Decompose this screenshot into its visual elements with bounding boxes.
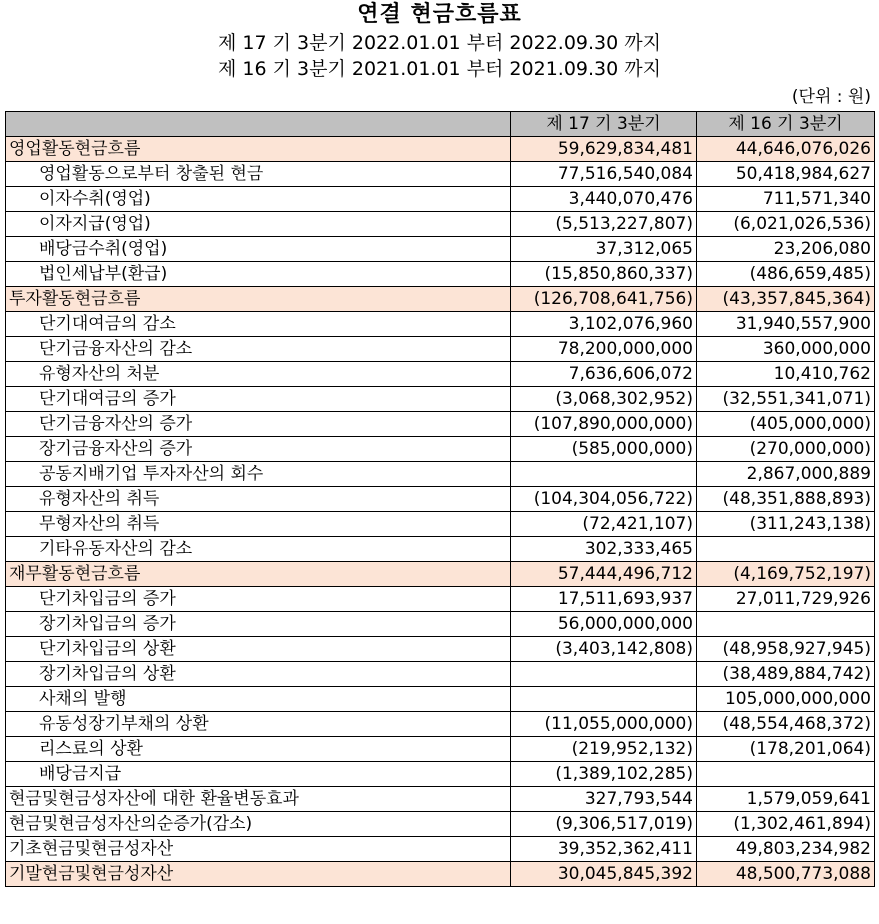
table-row — [6, 787, 875, 812]
table-row — [6, 512, 875, 537]
prior-period-value: (32,551,341,071) — [697, 387, 875, 412]
table-row — [6, 687, 875, 712]
prior-period-value — [697, 762, 875, 787]
section-row — [6, 562, 875, 587]
current-period-value: 77,516,540,084 — [511, 162, 697, 187]
prior-period-value: (4,169,752,197) — [697, 562, 875, 587]
table-row — [6, 462, 875, 487]
current-period-value: (72,421,107) — [511, 512, 697, 537]
table-row — [6, 387, 875, 412]
table-row — [6, 212, 875, 237]
current-period-value: 59,629,834,481 — [511, 137, 697, 162]
table-row — [6, 437, 875, 462]
prior-period-value: 711,571,340 — [697, 187, 875, 212]
current-period-value: 327,793,544 — [511, 787, 697, 812]
section-row — [6, 862, 875, 887]
current-period-value — [511, 687, 697, 712]
prior-period-value: 44,646,076,026 — [697, 137, 875, 162]
current-period-value: (11,055,000,000) — [511, 712, 697, 737]
prior-period-value: (405,000,000) — [697, 412, 875, 437]
row-label: 리스료의 상환 — [6, 737, 511, 762]
table-row — [6, 762, 875, 787]
header-current-period: 제 17 기 3분기 — [511, 112, 697, 137]
row-label: 유형자산의 처분 — [6, 362, 511, 387]
prior-period-value: 1,579,059,641 — [697, 787, 875, 812]
table-row — [6, 712, 875, 737]
prior-period-value: 48,500,773,088 — [697, 862, 875, 887]
current-period-value: (9,306,517,019) — [511, 812, 697, 837]
row-label: 장기차입금의 증가 — [6, 612, 511, 637]
row-label: 법인세납부(환급) — [6, 262, 511, 287]
header-label-cell — [6, 112, 511, 137]
current-period-value: 7,636,606,072 — [511, 362, 697, 387]
row-label: 투자활동현금흐름 — [6, 287, 511, 312]
row-label: 단기금융자산의 증가 — [6, 412, 511, 437]
table-row — [6, 537, 875, 562]
prior-period-value: (1,302,461,894) — [697, 812, 875, 837]
table-row — [6, 262, 875, 287]
prior-period-value: 49,803,234,982 — [697, 837, 875, 862]
prior-period-value: (43,357,845,364) — [697, 287, 875, 312]
table-row — [6, 612, 875, 637]
prior-period-value: (178,201,064) — [697, 737, 875, 762]
table-row — [6, 837, 875, 862]
table-row — [6, 662, 875, 687]
prior-period-value: (486,659,485) — [697, 262, 875, 287]
row-label: 영업활동현금흐름 — [6, 137, 511, 162]
table-row — [6, 587, 875, 612]
row-label: 장기차입금의 상환 — [6, 662, 511, 687]
current-period-value: (219,952,132) — [511, 737, 697, 762]
current-period-value: (15,850,860,337) — [511, 262, 697, 287]
section-row — [6, 287, 875, 312]
prior-period-value: 50,418,984,627 — [697, 162, 875, 187]
table-row — [6, 737, 875, 762]
current-period-value: (3,403,142,808) — [511, 637, 697, 662]
current-period-value: (585,000,000) — [511, 437, 697, 462]
prior-period-value: 10,410,762 — [697, 362, 875, 387]
section-row — [6, 137, 875, 162]
table-row — [6, 362, 875, 387]
row-label: 배당금수취(영업) — [6, 237, 511, 262]
unit-label: (단위 : 원) — [791, 87, 871, 107]
table-header-row — [6, 112, 875, 137]
row-label: 기초현금및현금성자산 — [6, 837, 511, 862]
header-prior-period: 제 16 기 3분기 — [697, 112, 875, 137]
cash-flow-table — [5, 111, 875, 887]
table-row — [6, 162, 875, 187]
prior-period-value — [697, 612, 875, 637]
current-period-value: 37,312,065 — [511, 237, 697, 262]
prior-period-value: (48,554,468,372) — [697, 712, 875, 737]
row-label: 장기금융자산의 증가 — [6, 437, 511, 462]
row-label: 유동성장기부채의 상환 — [6, 712, 511, 737]
period-prior: 제 16 기 3분기 2021.01.01 부터 2021.09.30 까지 — [218, 58, 661, 80]
current-period-value: (107,890,000,000) — [511, 412, 697, 437]
table-row — [6, 187, 875, 212]
prior-period-value: 23,206,080 — [697, 237, 875, 262]
period-current: 제 17 기 3분기 2022.01.01 부터 2022.09.30 까지 — [218, 32, 661, 54]
row-label: 영업활동으로부터 창출된 현금 — [6, 162, 511, 187]
prior-period-value: 105,000,000,000 — [697, 687, 875, 712]
row-label: 단기대여금의 증가 — [6, 387, 511, 412]
current-period-value: 56,000,000,000 — [511, 612, 697, 637]
table-row — [6, 637, 875, 662]
row-label: 기타유동자산의 감소 — [6, 537, 511, 562]
current-period-value: 57,444,496,712 — [511, 562, 697, 587]
row-label: 사채의 발행 — [6, 687, 511, 712]
current-period-value: 39,352,362,411 — [511, 837, 697, 862]
row-label: 단기차입금의 상환 — [6, 637, 511, 662]
current-period-value: 3,440,070,476 — [511, 187, 697, 212]
table-row — [6, 237, 875, 262]
current-period-value: 30,045,845,392 — [511, 862, 697, 887]
row-label: 재무활동현금흐름 — [6, 562, 511, 587]
prior-period-value: (48,958,927,945) — [697, 637, 875, 662]
prior-period-value — [697, 537, 875, 562]
prior-period-value: (270,000,000) — [697, 437, 875, 462]
table-row — [6, 312, 875, 337]
table-row — [6, 487, 875, 512]
table-row — [6, 412, 875, 437]
prior-period-value: 2,867,000,889 — [697, 462, 875, 487]
row-label: 단기금융자산의 감소 — [6, 337, 511, 362]
row-label: 이자수취(영업) — [6, 187, 511, 212]
prior-period-value: 360,000,000 — [697, 337, 875, 362]
statement-title: 연결 현금흐름표 — [357, 2, 522, 27]
prior-period-value: 27,011,729,926 — [697, 587, 875, 612]
current-period-value: 78,200,000,000 — [511, 337, 697, 362]
row-label: 기말현금및현금성자산 — [6, 862, 511, 887]
current-period-value: (5,513,227,807) — [511, 212, 697, 237]
row-label: 단기차입금의 증가 — [6, 587, 511, 612]
current-period-value: (3,068,302,952) — [511, 387, 697, 412]
table-row — [6, 337, 875, 362]
row-label: 단기대여금의 감소 — [6, 312, 511, 337]
prior-period-value: 31,940,557,900 — [697, 312, 875, 337]
prior-period-value: (311,243,138) — [697, 512, 875, 537]
current-period-value — [511, 462, 697, 487]
table-row — [6, 812, 875, 837]
prior-period-value: (6,021,026,536) — [697, 212, 875, 237]
current-period-value: 17,511,693,937 — [511, 587, 697, 612]
prior-period-value: (38,489,884,742) — [697, 662, 875, 687]
row-label: 현금및현금성자산의순증가(감소) — [6, 812, 511, 837]
row-label: 이자지급(영업) — [6, 212, 511, 237]
row-label: 현금및현금성자산에 대한 환율변동효과 — [6, 787, 511, 812]
current-period-value: (1,389,102,285) — [511, 762, 697, 787]
current-period-value: 3,102,076,960 — [511, 312, 697, 337]
row-label: 공동지배기업 투자자산의 회수 — [6, 462, 511, 487]
row-label: 배당금지급 — [6, 762, 511, 787]
prior-period-value: (48,351,888,893) — [697, 487, 875, 512]
row-label: 유형자산의 취득 — [6, 487, 511, 512]
current-period-value: (126,708,641,756) — [511, 287, 697, 312]
current-period-value: (104,304,056,722) — [511, 487, 697, 512]
current-period-value: 302,333,465 — [511, 537, 697, 562]
row-label: 무형자산의 취득 — [6, 512, 511, 537]
current-period-value — [511, 662, 697, 687]
